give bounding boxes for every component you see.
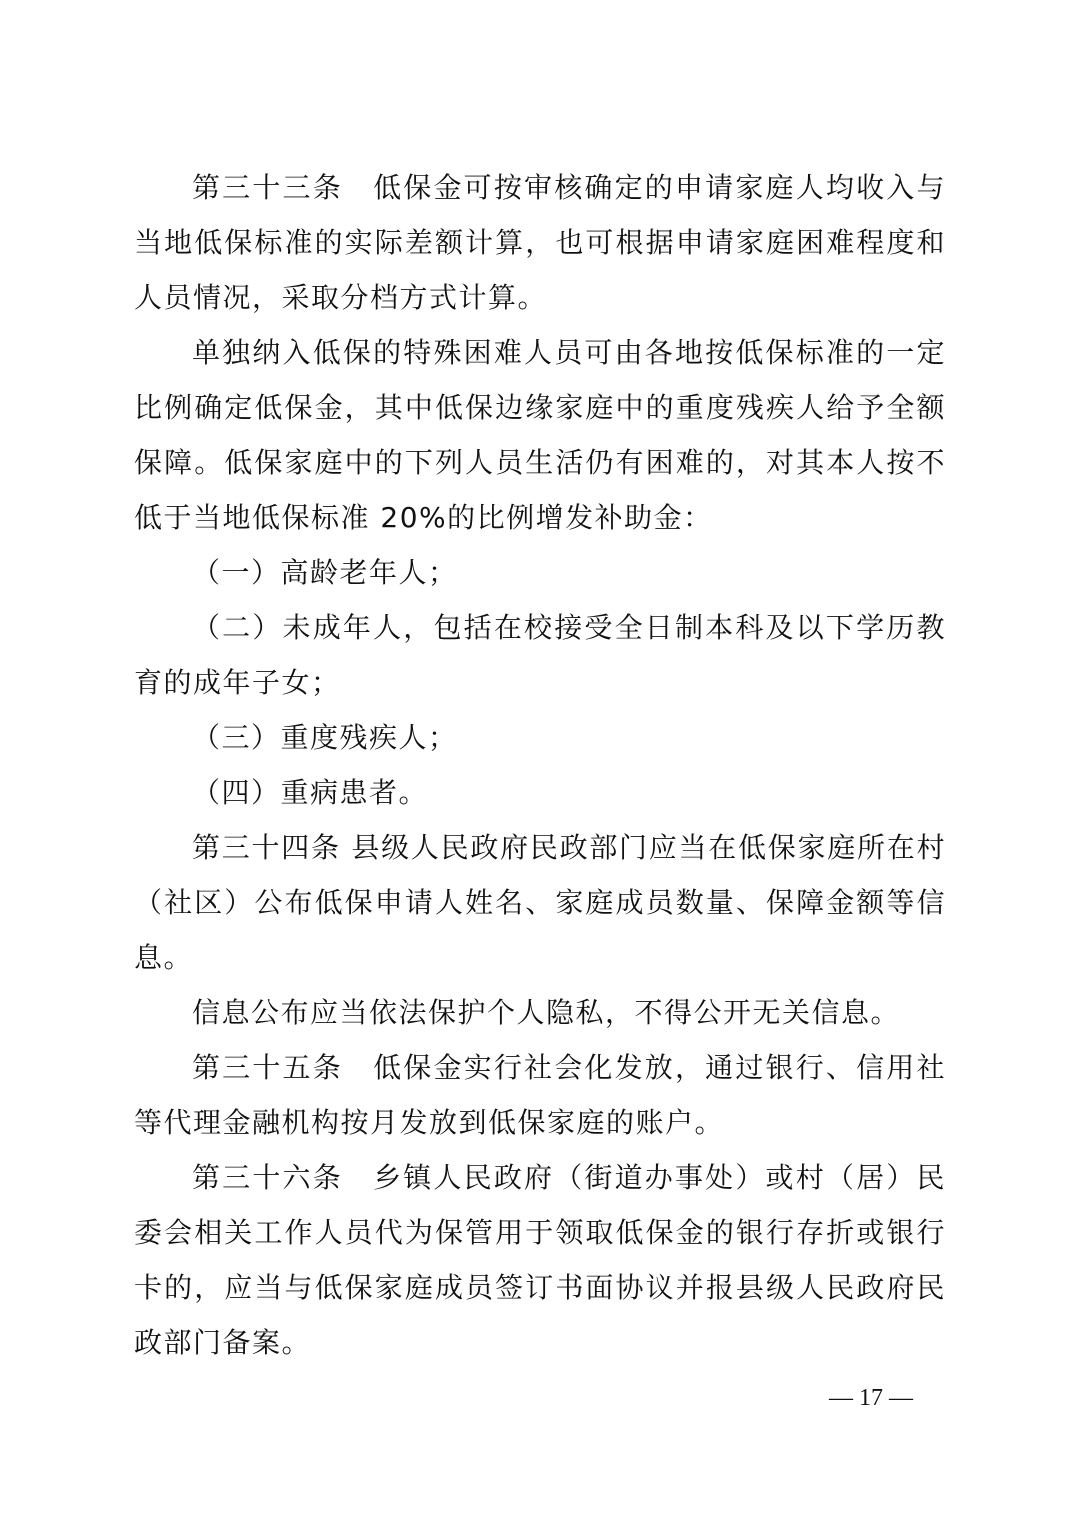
paragraph-article-36: 第三十六条 乡镇人民政府（街道办事处）或村（居）民委会相关工作人员代为保管用于领取低保金的银行存折或银行卡的，应当与低保家庭成员签订书面协议并报县级人民政府民政部门备案。 (134, 1161, 946, 1359)
list-item-minors: （二）未成年人，包括在校接受全日制本科及以下学历教育的成年子女； (134, 611, 946, 699)
paragraph-article-33: 第三十三条 低保金可按审核确定的申请家庭人均收入与当地低保标准的实际差额计算，也可根据申请家庭困难程度和人员情况，采取分档方式计算。 (134, 171, 946, 314)
paragraph-special-persons: 单独纳入低保的特殊困难人员可由各地按低保标准的一定比例确定低保金，其中低保边缘家庭中的重度残疾人给予全额保障。低保家庭中的下列人员生活仍有困难的，对其本人按不低于当地低保标准 20%的比例增发补助金： (134, 336, 946, 534)
body-text (134, 160, 946, 1370)
list-item-seriously-ill: （四）重病患者。 (192, 776, 429, 809)
list-item-elderly: （一）高龄老年人； (192, 556, 458, 589)
paragraph-article-35: 第三十五条 低保金实行社会化发放，通过银行、信用社等代理金融机构按月发放到低保家庭的账户。 (134, 1051, 946, 1139)
paragraph-privacy: 信息公布应当依法保护个人隐私，不得公开无关信息。 (192, 996, 901, 1029)
page-number: — 17 — (829, 1385, 913, 1411)
paragraph-article-34: 第三十四条 县级人民政府民政部门应当在低保家庭所在村（社区）公布低保申请人姓名、家庭成员数量、保障金额等信息。 (134, 831, 946, 974)
list-item-disabled: （三）重度残疾人； (192, 721, 458, 754)
